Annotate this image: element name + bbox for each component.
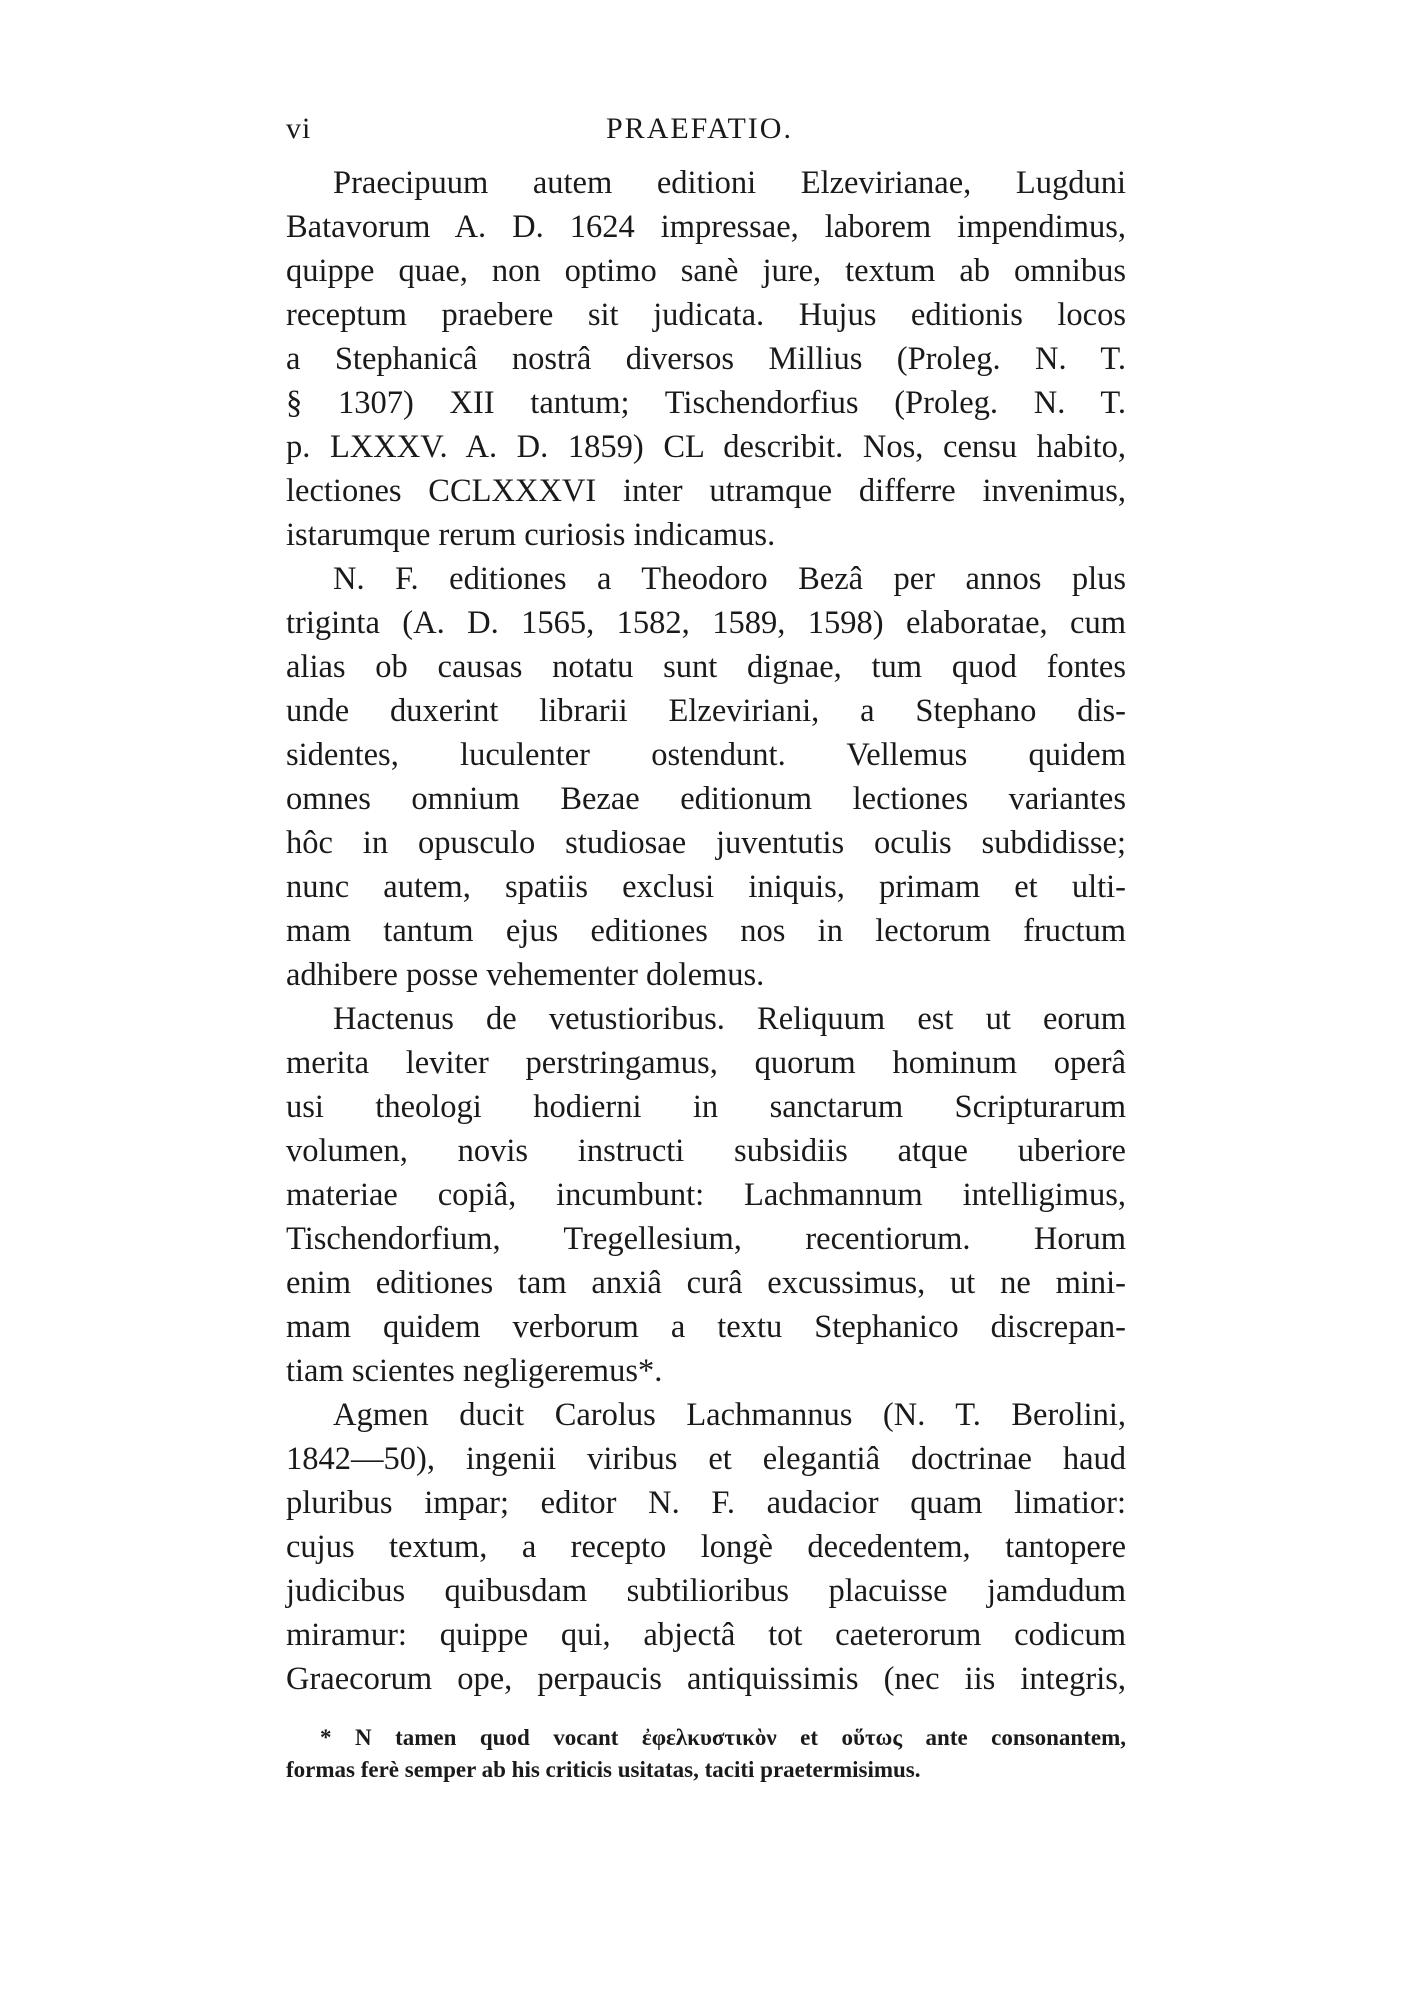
text-line: miramur: quippe qui, abjectâ tot caeterorum codicum bbox=[286, 1617, 1126, 1653]
text-line: a Stephanicâ nostrâ diversos Millius (Proleg. N. T. bbox=[286, 341, 1126, 377]
text-line: lectiones CCLXXXVI inter utramque differre invenimus, bbox=[286, 473, 1126, 509]
text-line: usi theologi hodierni in sanctarum Scripturarum bbox=[286, 1089, 1126, 1125]
text-line: 1842—50), ingenii viribus et elegantiâ doctrinae haud bbox=[286, 1441, 1126, 1477]
text-line: mam quidem verborum a textu Stephanico discrepan- bbox=[286, 1309, 1126, 1345]
text-line: alias ob causas notatu sunt dignae, tum quod fontes bbox=[286, 649, 1126, 685]
text-line: enim editiones tam anxiâ curâ excussimus, ut ne mini- bbox=[286, 1265, 1126, 1301]
text-line: Tischendorfium, Tregellesium, recentiorum. Horum bbox=[286, 1221, 1126, 1257]
text-line: p. LXXXV. A. D. 1859) CL describit. Nos, censu habito, bbox=[286, 429, 1126, 465]
text-line: receptum praebere sit judicata. Hujus editionis locos bbox=[286, 297, 1126, 333]
footnote-line: * N tamen quod vocant ἐφελκυστικὸν et οὕτως ante consonantem, bbox=[320, 1725, 1126, 1750]
text-line: materiae copiâ, incumbunt: Lachmannum intelligimus, bbox=[286, 1177, 1126, 1213]
text-line: Agmen ducit Carolus Lachmannus (N. T. Berolini, bbox=[333, 1397, 1126, 1433]
text-line: mam tantum ejus editiones nos in lectorum fructum bbox=[286, 913, 1126, 949]
text-line: unde duxerint librarii Elzeviriani, a Stephano dis- bbox=[286, 693, 1126, 729]
text-line: nunc autem, spatiis exclusi iniquis, primam et ulti- bbox=[286, 869, 1126, 905]
text-line: tiam scientes negligeremus*. bbox=[286, 1353, 663, 1389]
text-line: pluribus impar; editor N. F. audacior quam limatior: bbox=[286, 1485, 1126, 1521]
text-line: volumen, novis instructi subsidiis atque uberiore bbox=[286, 1133, 1126, 1169]
text-line: merita leviter perstringamus, quorum hominum operâ bbox=[286, 1045, 1126, 1081]
text-line: triginta (A. D. 1565, 1582, 1589, 1598) elaboratae, cum bbox=[286, 605, 1126, 641]
text-line: quippe quae, non optimo sanè jure, textum ab omnibus bbox=[286, 253, 1126, 289]
text-line: Graecorum ope, perpaucis antiquissimis (nec iis integris, bbox=[286, 1661, 1126, 1697]
text-line: adhibere posse vehementer dolemus. bbox=[286, 957, 765, 993]
page-number: vi bbox=[286, 112, 312, 145]
page-header bbox=[286, 112, 1126, 152]
text-line: sidentes, luculenter ostendunt. Vellemus quidem bbox=[286, 737, 1126, 773]
running-title: PRAEFATIO. bbox=[606, 112, 793, 145]
text-line: Batavorum A. D. 1624 impressae, laborem impendimus, bbox=[286, 209, 1126, 245]
text-line: § 1307) XII tantum; Tischendorfius (Proleg. N. T. bbox=[286, 385, 1126, 421]
text-line: omnes omnium Bezae editionum lectiones variantes bbox=[286, 781, 1126, 817]
footnote-line: formas ferè semper ab his criticis usitatas, taciti praetermisimus. bbox=[286, 1757, 921, 1782]
text-line: hôc in opusculo studiosae juventutis oculis subdidisse; bbox=[286, 825, 1126, 861]
text-line: cujus textum, a recepto longè decedentem, tantopere bbox=[286, 1529, 1126, 1565]
text-line: Praecipuum autem editioni Elzevirianae, Lugduni bbox=[333, 165, 1126, 201]
text-line: Hactenus de vetustioribus. Reliquum est ut eorum bbox=[333, 1001, 1126, 1037]
text-line: istarumque rerum curiosis indicamus. bbox=[286, 517, 776, 553]
text-line: judicibus quibusdam subtilioribus placuisse jamdudum bbox=[286, 1573, 1126, 1609]
text-line: N. F. editiones a Theodoro Bezâ per annos plus bbox=[333, 561, 1126, 597]
